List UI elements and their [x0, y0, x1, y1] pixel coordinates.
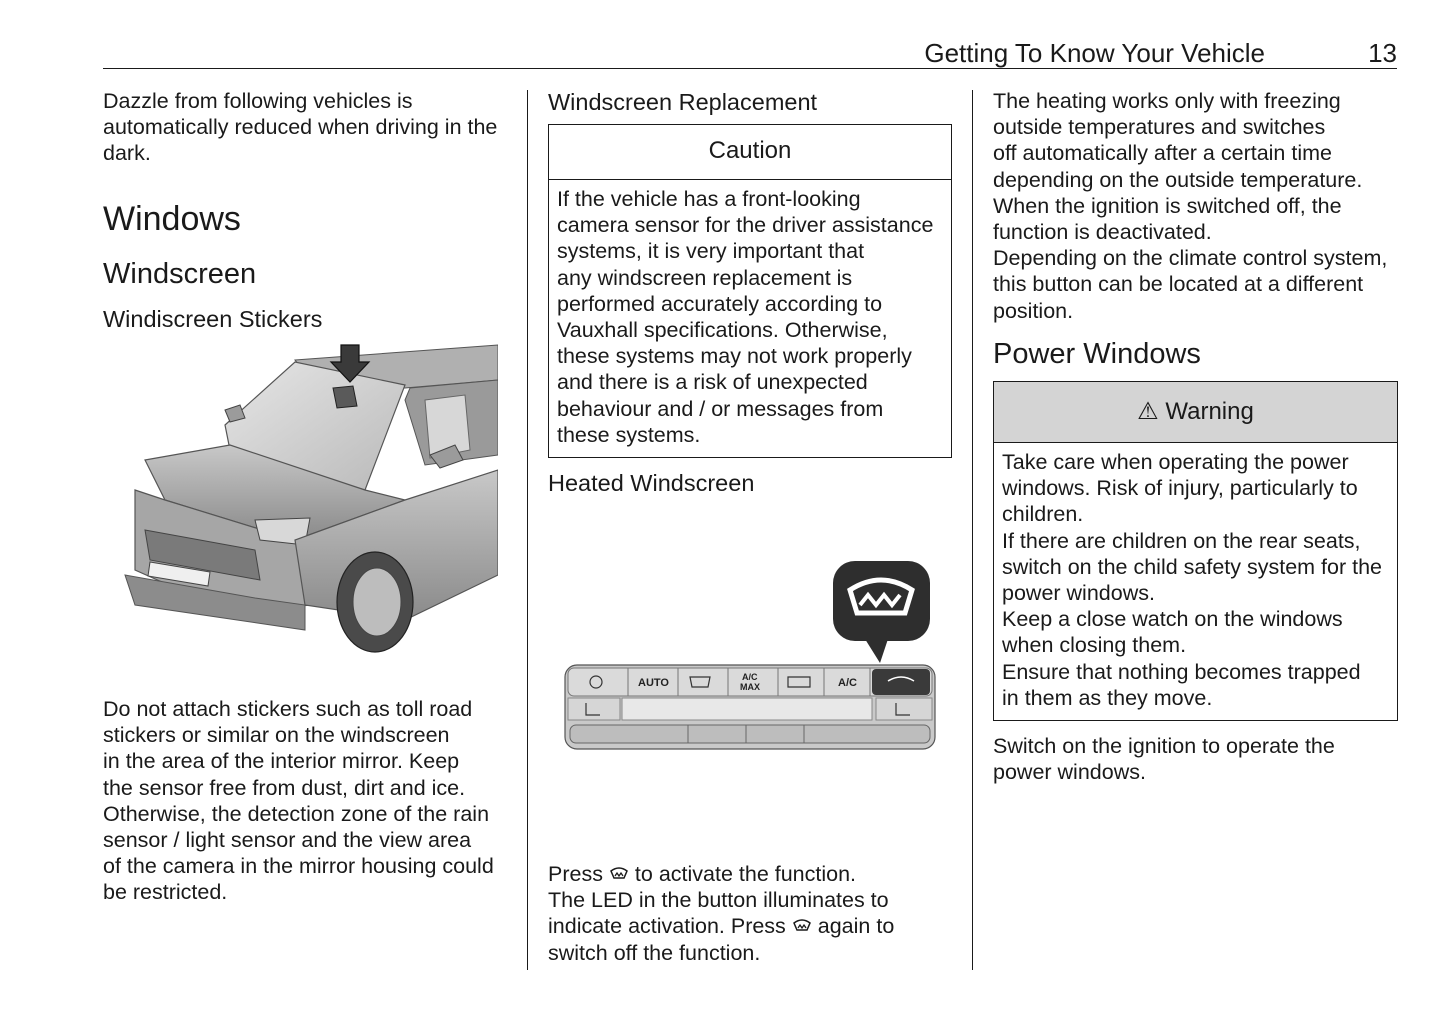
heading-windows: Windows — [103, 200, 241, 238]
heating-paragraph: The heating works only with freezing outside temperatures and switches off automatically after a certain time depending on the outside temperature. When the ignition is switched off, the function is deactivated. Depending on the climate control system, this button can be located at a different position. — [993, 89, 1388, 323]
warning-text: Take care when operating the power windows. Risk of injury, particularly to children. If there are children on the rear seats, switch on the child safety system for the power windows. Keep a close watch on the windows when closing them. Ensure that nothing becomes trapped in them as they move. — [1002, 450, 1382, 710]
heading-power-windows: Power Windows — [993, 338, 1201, 370]
page-number: 13 — [1368, 38, 1397, 68]
press-line-a: Press — [548, 862, 609, 886]
switch-off-line: switch off the function. — [548, 940, 761, 965]
warning-title: Warning — [1165, 398, 1254, 425]
column-divider-right — [972, 90, 973, 970]
caution-title: Caution — [708, 137, 792, 164]
heading-heated-windscreen: Heated Windscreen — [548, 470, 755, 496]
press-line — [548, 861, 963, 887]
led-line: The LED in the button illuminates to — [548, 888, 889, 913]
running-header-title: Getting To Know Your Vehicle — [924, 38, 1265, 68]
car-illustration — [105, 340, 498, 665]
caution-header — [549, 125, 951, 180]
indicate-line — [548, 913, 963, 939]
press-instruction — [548, 861, 963, 966]
intro-paragraph: Dazzle from following vehicles is automatically reduced when driving in the dark. — [103, 89, 498, 166]
ignition-paragraph: Switch on the ignition to operate the power windows. — [993, 734, 1335, 785]
heated-windscreen-icon — [609, 862, 629, 878]
stickers-paragraph: Do not attach stickers such as toll road stickers or similar on the windscreen in the area of the interior mirror. Keep the sensor free from dust, dirt and ice. Otherwise, the detection zone of the rain sensor / light sensor and the view area of the camera in the mirror housing could be restricted. — [103, 697, 494, 905]
panel-label-auto: AUTO — [638, 677, 669, 689]
indicate-line-b: again to — [811, 914, 895, 939]
caution-text: If the vehicle has a front-looking camera sensor for the driver assistance systems, it is very important that any windscreen replacement is performed accurately according to Vauxhall specifications. Otherwise, these systems may not work properly and there is a risk of unexpected behaviour and / or messages from these systems. — [557, 187, 934, 447]
header-rule — [103, 68, 1397, 69]
panel-label-ac: A/C — [838, 677, 857, 689]
panel-label-ac-max-top: A/C — [742, 672, 758, 682]
panel-label-ac-max-bottom: MAX — [740, 682, 760, 692]
heated-windscreen-icon — [792, 914, 812, 930]
indicate-line-a: indicate activation. Press — [548, 914, 792, 939]
climate-panel-illustration — [560, 555, 940, 755]
heading-windscreen: Windscreen — [103, 258, 257, 290]
caution-box — [548, 124, 952, 458]
press-line-b: to activate the function. — [628, 862, 857, 886]
heading-windscreen-stickers: Windiscreen Stickers — [103, 306, 323, 332]
column-divider-left — [527, 90, 528, 970]
warning-triangle-icon: ⚠ — [1137, 398, 1159, 425]
warning-header — [994, 382, 1397, 443]
warning-box — [993, 381, 1398, 721]
heading-windscreen-replacement: Windscreen Replacement — [548, 89, 818, 115]
